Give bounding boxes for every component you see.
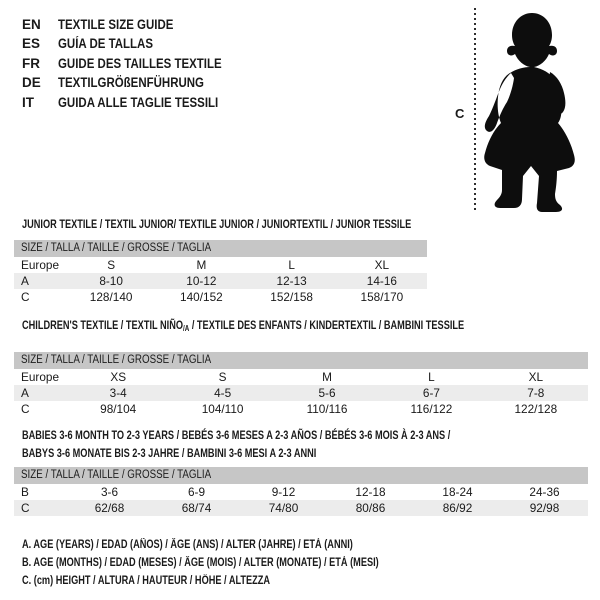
height-cell: 62/68 bbox=[94, 501, 125, 515]
legend bbox=[22, 536, 468, 591]
table-row-age-a bbox=[14, 385, 588, 401]
size-header-band bbox=[14, 240, 427, 257]
section-title-text: CHILDREN'S TEXTILE / TEXTIL NIÑO bbox=[22, 318, 184, 332]
language-code: FR bbox=[22, 55, 40, 71]
age-cell: 4-5 bbox=[214, 386, 232, 400]
guide-title-de: TEXTILGRÖßENFÜHRUNG bbox=[58, 75, 204, 91]
section-title-text: JUNIOR TEXTILE / TEXTIL JUNIOR/ TEXTILE JUNIOR / JUNIORTEXTIL / JUNIOR TESSILE bbox=[22, 217, 412, 231]
age-cell: 5-6 bbox=[318, 386, 336, 400]
height-cell: 140/152 bbox=[180, 290, 223, 304]
age-cell: 7-8 bbox=[527, 386, 545, 400]
height-cell: 116/122 bbox=[410, 402, 453, 416]
children-size-table bbox=[14, 352, 588, 417]
age-cell: 14-16 bbox=[366, 274, 397, 288]
guide-title-it: GUIDA ALLE TAGLIE TESSILI bbox=[58, 94, 219, 110]
guide-title-es: GUÍA DE TALLAS bbox=[58, 36, 153, 52]
guide-title-en: TEXTILE SIZE GUIDE bbox=[58, 17, 174, 32]
height-cell: 74/80 bbox=[268, 501, 299, 515]
size-cell: L bbox=[288, 258, 295, 272]
age-cell: 18-24 bbox=[442, 485, 473, 499]
size-cell: XL bbox=[528, 370, 544, 384]
age-cell: 10-12 bbox=[186, 274, 217, 288]
section-title-subscript: /A bbox=[183, 324, 190, 333]
row-label: C bbox=[21, 290, 30, 304]
size-header-text: SIZE / TALLA / TAILLE / GRÖSSE / TAGLIA bbox=[21, 242, 212, 254]
size-cell: XL bbox=[374, 258, 390, 272]
section-title-children bbox=[22, 318, 589, 333]
section-title-line1: BABIES 3-6 MONTH TO 2-3 YEARS / BEBÉS 3-6 MESES A 2-3 AÑOS / BÉBÉS 3-6 MOIS À 2-3 ANS / bbox=[22, 428, 451, 442]
height-cell: 80/86 bbox=[355, 501, 386, 515]
guide-title-fr: GUIDE DES TAILLES TEXTILE bbox=[58, 55, 222, 71]
size-header-band bbox=[14, 352, 588, 369]
size-header-text: SIZE / TALLA / TAILLE / GRÖSSE / TAGLIA bbox=[21, 469, 212, 481]
height-cell: 104/110 bbox=[201, 402, 244, 416]
row-label: Europe bbox=[21, 258, 60, 272]
legend-line-c bbox=[22, 572, 468, 590]
height-measure-dotted-line bbox=[474, 8, 476, 210]
row-label: C bbox=[21, 501, 30, 515]
age-cell: 24-36 bbox=[529, 485, 560, 499]
babies-size-table bbox=[14, 467, 588, 516]
height-cell: 110/116 bbox=[306, 402, 348, 416]
table-row-europe bbox=[14, 257, 427, 273]
table-row-europe bbox=[14, 369, 588, 385]
age-cell: 12-18 bbox=[355, 485, 386, 499]
legend-line-a bbox=[22, 536, 468, 554]
height-cell: 152/158 bbox=[270, 290, 313, 304]
age-cell: 3-4 bbox=[109, 386, 127, 400]
legend-text-a: A. AGE (YEARS) / EDAD (AÑOS) / ÂGE (ANS) / ALTER (JAHRE) / ETÀ (ANNI) bbox=[22, 539, 353, 551]
section-title-text-rest: / TEXTILE DES ENFANTS / KINDERTEXTIL / BAMBINI TESSILE bbox=[189, 318, 465, 332]
table-row-height-c bbox=[14, 401, 588, 417]
baby-silhouette bbox=[481, 9, 576, 213]
height-cell: 128/140 bbox=[89, 290, 133, 304]
size-cell: M bbox=[196, 258, 207, 272]
language-row-de bbox=[22, 73, 251, 92]
legend-line-b bbox=[22, 554, 468, 572]
row-label: B bbox=[21, 485, 29, 499]
legend-text-b: B. AGE (MONTHS) / EDAD (MESES) / ÂGE (MOIS) / ALTER (MONATE) / ETÀ (MESI) bbox=[22, 557, 379, 570]
figure-height-label: C bbox=[455, 106, 465, 121]
age-cell: 12-13 bbox=[276, 274, 307, 288]
row-label: A bbox=[21, 274, 29, 288]
size-header-text: SIZE / TALLA / TAILLE / GRÖSSE / TAGLIA bbox=[21, 354, 212, 366]
height-cell: 86/92 bbox=[442, 501, 473, 515]
table-row-height-c bbox=[14, 500, 588, 516]
size-header-band bbox=[14, 467, 588, 484]
language-code: IT bbox=[22, 94, 34, 110]
baby-silhouette-shape bbox=[484, 13, 575, 212]
row-label: C bbox=[21, 402, 30, 416]
size-cell: XS bbox=[110, 370, 127, 384]
language-row-fr bbox=[22, 54, 251, 73]
table-row-age-b bbox=[14, 484, 588, 500]
height-cell: 98/104 bbox=[100, 402, 137, 416]
language-row-en bbox=[22, 15, 251, 34]
legend-text-c: C. (cm) HEIGHT / ALTURA / HAUTEUR / HÖHE / ALTEZZA bbox=[22, 575, 271, 588]
age-cell: 6-7 bbox=[422, 386, 440, 400]
junior-size-table bbox=[14, 240, 427, 305]
size-cell: M bbox=[322, 370, 332, 384]
language-row-es bbox=[22, 34, 251, 53]
section-title-junior bbox=[22, 217, 521, 231]
age-cell: 8-10 bbox=[99, 274, 123, 288]
table-row-age-a bbox=[14, 273, 427, 289]
age-cell: 9-12 bbox=[271, 485, 296, 499]
table-row-height-c bbox=[14, 289, 427, 305]
language-row-it bbox=[22, 93, 251, 112]
height-cell: 68/74 bbox=[181, 501, 212, 515]
language-code: DE bbox=[22, 75, 41, 91]
language-code: EN bbox=[22, 17, 41, 32]
height-cell: 122/128 bbox=[514, 402, 558, 416]
row-label: Europe bbox=[21, 370, 60, 384]
section-title-babies bbox=[22, 427, 571, 462]
size-cell: L bbox=[428, 370, 435, 384]
section-title-line2: BABYS 3-6 MONATE BIS 2-3 JAHRE / BAMBINI 3-6 MESI A 2-3 ANNI bbox=[22, 445, 317, 460]
height-cell: 158/170 bbox=[360, 290, 404, 304]
height-cell: 92/98 bbox=[529, 501, 560, 515]
row-label: A bbox=[21, 386, 29, 400]
size-cell: S bbox=[107, 258, 116, 272]
size-cell: S bbox=[218, 370, 227, 384]
language-list bbox=[22, 15, 251, 112]
age-cell: 6-9 bbox=[187, 485, 206, 499]
language-code: ES bbox=[22, 36, 41, 52]
age-cell: 3-6 bbox=[100, 485, 119, 499]
